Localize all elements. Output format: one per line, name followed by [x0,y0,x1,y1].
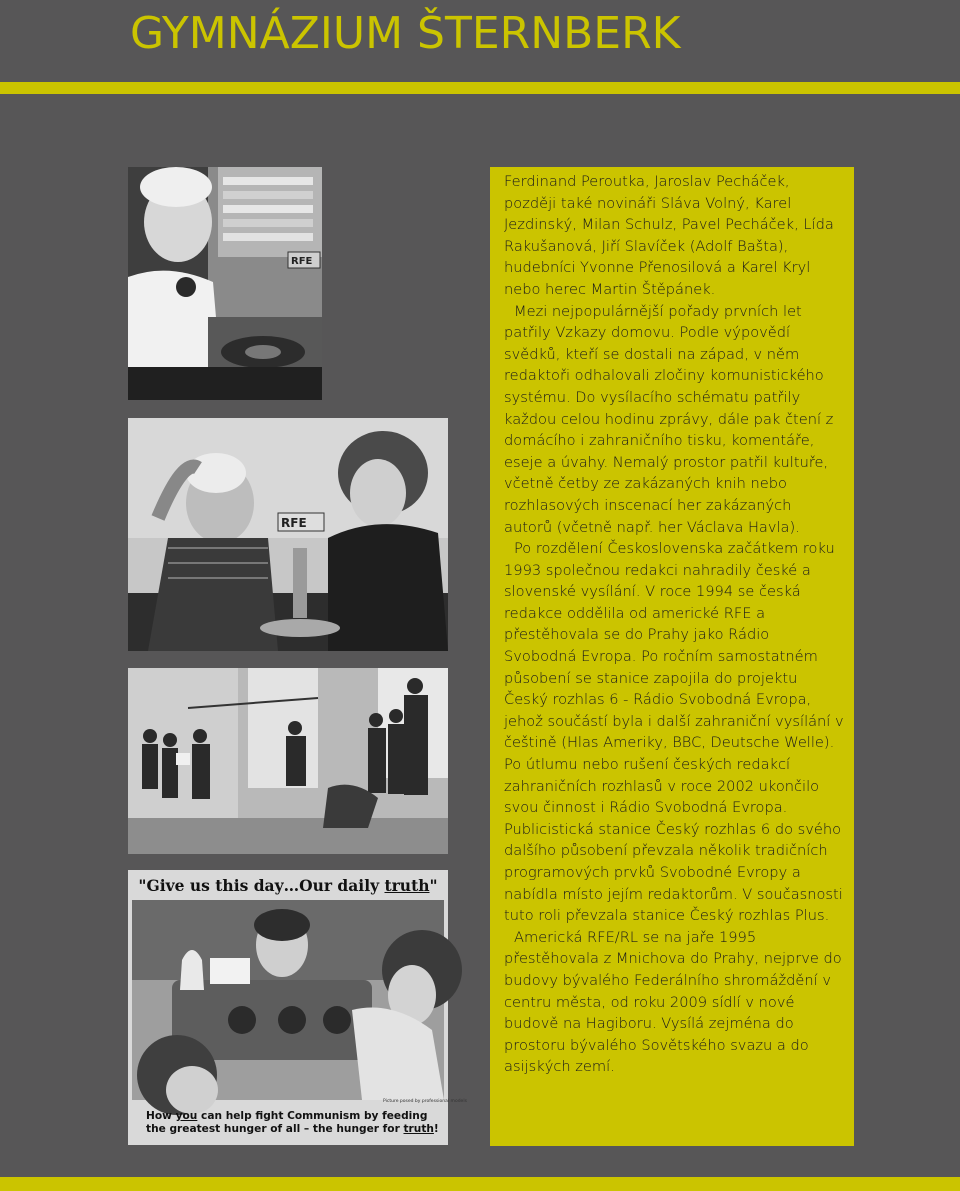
photo-studio-group [128,668,448,854]
page-title: GYMNÁZIUM ŠTERNBERK [130,8,681,59]
article-panel [490,167,854,1146]
poster-caption: How you can help fight Communism by feeding the greatest hunger of all – the hunger for truth! [146,1110,439,1135]
photo1-rfe-label: RFE [291,256,313,267]
photo-poster-daily-truth [128,870,467,1145]
article-paragraph: Americká RFE/RL se na jaře 1995 přestěhovala z Mnichova do Prahy, nejprve do budovy bývalého Federálního shromáždění v centru města, od roku 2009 sídlí v nové budově na Hagiboru. Vysílá zejména do prostoru bývalého Sovětského svazu a do asijských zemí. [504,928,842,1076]
poster-headline: "Give us this day…Our daily truth" [138,876,438,895]
article-paragraph: Po rozdělení Československa začátkem roku 1993 společnou redakci nahradily české a slovenské vysílání. V roce 1994 se česká redakce oddělila od americké RFE a přestěhovala se do Prahy jako Rádio Svobodná Evropa. Po ročním samostatném působení se stanice zapojila do projektu Český rozhlas 6 - Rádio Svobodná Evropa, jehož součástí byla i další zahraniční vysílání v češtině (Hlas Ameriky, BBC, Deutsche Welle). Po útlumu nebo rušení českých redakcí zahraničních rozhlasů v roce 2002 ukončilo svou činnost i Rádio Svobodná Evropa. Publicistická stanice Český rozhlas 6 do svého dalšího působení převzala několik tradičních programových prvků Svobodné Evropy a nabídla místo jejím redaktorům. V současnosti tuto roli převzala stanice Český rozhlas Plus. [504,540,844,925]
photo2-rfe-label: RFE [281,516,307,530]
page-header [0,0,960,82]
header-stripe [0,82,960,94]
photo-woman-headphones [128,167,322,400]
article-body [504,171,844,1078]
poster-credit: Picture posed by professional models [383,1099,467,1104]
photo-child-microphone [128,418,448,651]
article-paragraph: Mezi nejpopulárnější pořady prvních let patřily Vzkazy domovu. Podle výpovědí svědků, kteří se dostali na západ, v něm redaktoři odhalovali zločiny komunistického systému. Do vysílacího schématu patřily každou celou hodinu zprávy, dále pak čtení z domácího i zahraničního tisku, komentáře, eseje a úvahy. Nemalý prostor patřil kultuře, včetně četby ze zakázaných knih nebo rozhlasových inscenací her zakázaných autorů (včetně např. her Václava Havla). [504,302,834,536]
footer-stripe [0,1177,960,1191]
article-paragraph: Ferdinand Peroutka, Jaroslav Pecháček, později také novináři Sláva Volný, Karel Jezdinský, Milan Schulz, Pavel Pecháček, Lída Rakušanová, Jiří Slavíček (Adolf Bašta), hudebníci Yvonne Přenosilová a Karel Kryl nebo herec Martin Štěpánek. [504,173,834,298]
